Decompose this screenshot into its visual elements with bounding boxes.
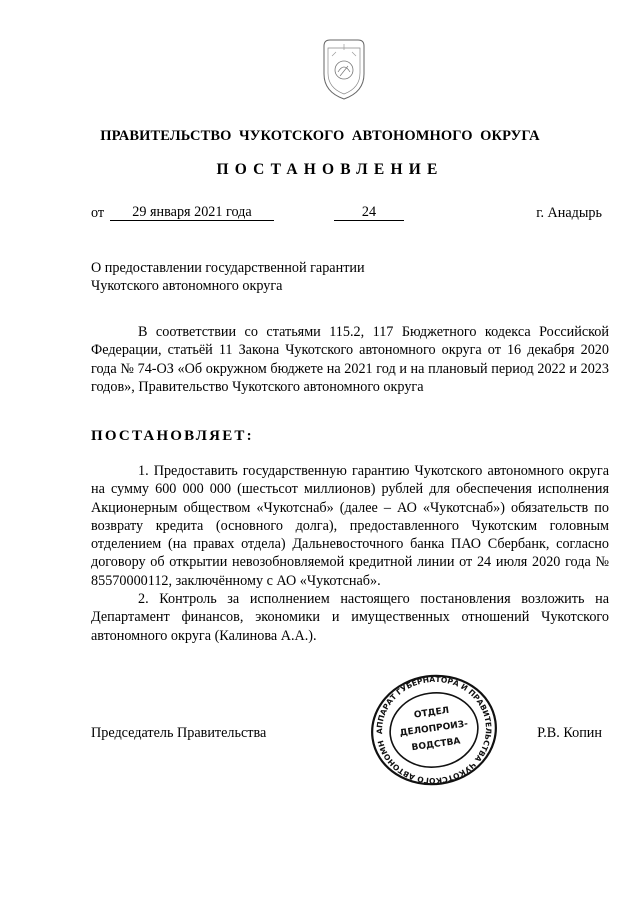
stamp-line: ДЕЛОПРОИЗ- (399, 719, 469, 739)
resolution-item: 1. Предоставить государственную гарантию Чукотского автономного округа на сумму 600 000 000 (шестьсот миллионов) рублей для обеспечения исполнения Акционерным обществом «Чукотснаб» (далее – АО «Чукотснаб») обязательств по возврату кредита (основного долга), предоставленного Чукотским головным отделением (на правах отдела) Дальневосточного банка ПАО Сбербанк, согласно договору об открытии невозобновляемой кредитной линии от 24 июля 2020 года № 85570000112, заключённому с АО «Чукотснаб». (91, 463, 609, 589)
department-stamp (368, 673, 500, 787)
government-title: ПРАВИТЕЛЬСТВО ЧУКОТСКОГО АВТОНОМНОГО ОКРУГА (100, 128, 540, 144)
document-subject (91, 259, 365, 295)
signatory-name: Р.В. Копин (537, 725, 602, 741)
resolves-heading: ПОСТАНОВЛЯЕТ: (91, 428, 254, 444)
document-place: г. Анадырь (536, 205, 602, 221)
subject-line: О предоставлении государственной гарантии (91, 260, 365, 276)
document-date: 29 января 2021 года (110, 205, 274, 221)
signatory-position: Председатель Правительства (91, 725, 267, 741)
subject-line: Чукотского автономного округа (91, 278, 283, 294)
stamp-line: ОТДЕЛ (413, 705, 450, 721)
resolution-item: 2. Контроль за исполнением настоящего постановления возложить на Департамент финансов, экономики и имущественных отношений Чукотского автономного округа (Калинова А.А.). (91, 591, 609, 644)
coat-of-arms-icon (318, 36, 370, 102)
stamp-line: ВОДСТВА (411, 736, 462, 754)
stamp-ring-text: АППАРАТ ГУБЕРНАТОРА И ПРАВИТЕЛЬСТВА ЧУКОТСКОГО АВТОНОМНОГО (375, 674, 494, 786)
document-number: 24 (334, 205, 404, 221)
preamble (91, 323, 609, 396)
resolution-items (91, 462, 609, 645)
from-label: от (91, 205, 105, 221)
document-type: ПОСТАНОВЛЕНИЕ (216, 161, 444, 178)
preamble-text: В соответствии со статьями 115.2, 117 Бюджетного кодекса Российской Федерации, статьёй 11 Закона Чукотского автономного округа от 16 декабря 2020 года № 74-ОЗ «Об окружном бюджете на 2021 год и на плановый период 2022 и 2023 годов», Правительство Чукотского автономного округа (91, 324, 609, 395)
